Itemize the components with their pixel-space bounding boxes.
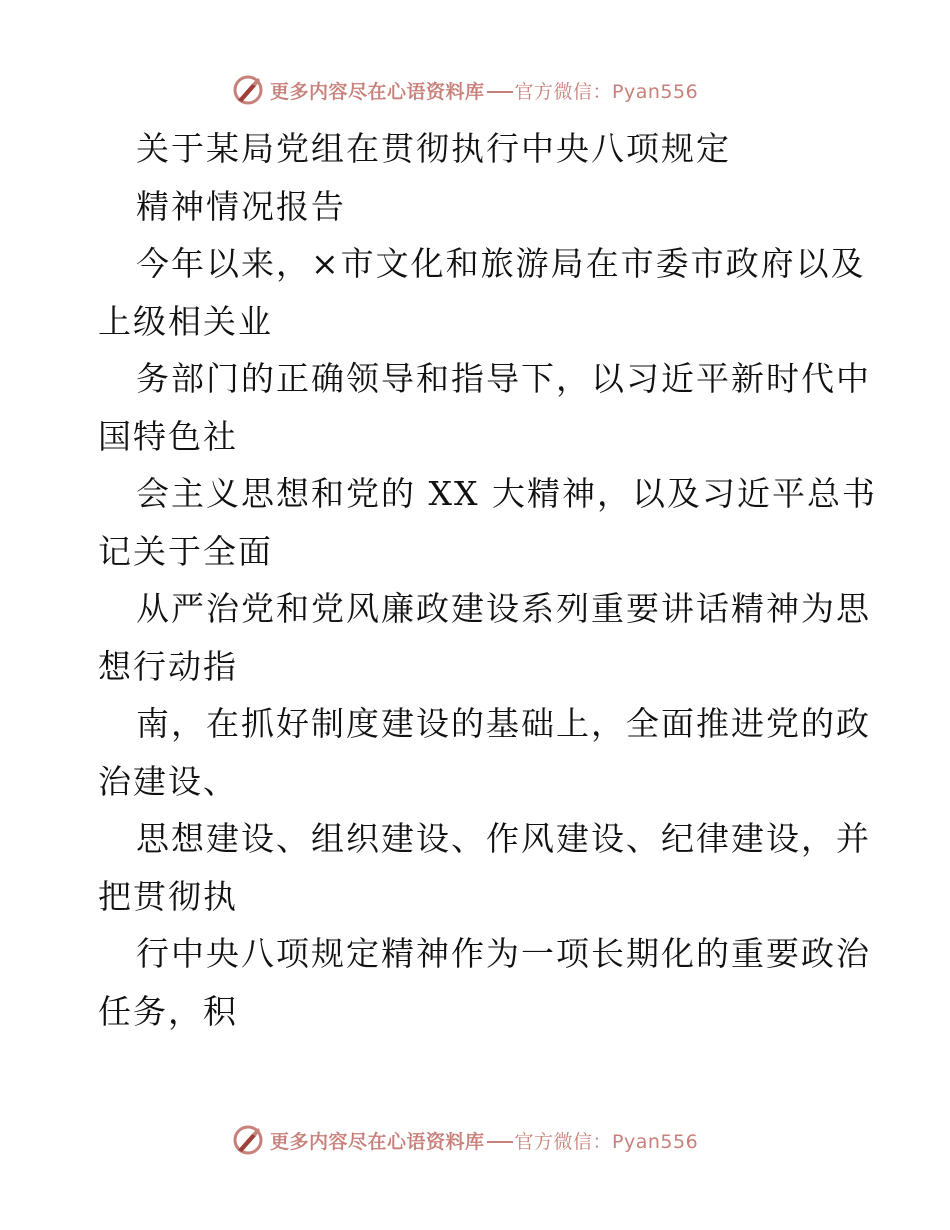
- doc-title-line-2: 精神情况报告: [136, 186, 346, 226]
- pen-swirl-logo-icon: [232, 74, 264, 106]
- header-watermark: [232, 72, 698, 108]
- watermark-text: 更多内容尽在心语资料库 官方微信：Pyan556: [270, 80, 699, 103]
- pen-swirl-logo-icon: [232, 1124, 264, 1156]
- doc-paragraph-line: 思想建设、组织建设、作风建设、纪律建设，并: [136, 819, 871, 858]
- doc-paragraph-line: 治建设、: [98, 761, 238, 801]
- doc-paragraph-line: 上级相关业: [98, 301, 273, 341]
- watermark-text: 更多内容尽在心语资料库 官方微信：Pyan556: [270, 1130, 699, 1153]
- doc-paragraph-line: 务部门的正确领导和指导下，以习近平新时代中: [136, 359, 871, 398]
- doc-paragraph-line: 把贯彻执: [98, 876, 238, 916]
- doc-paragraph-line: 国特色社: [98, 416, 238, 456]
- document-body: [98, 120, 877, 1040]
- doc-paragraph-line: 南，在抓好制度建设的基础上，全面推进党的政: [136, 704, 871, 743]
- doc-title-line-1: 关于某局党组在贯彻执行中央八项规定: [136, 129, 731, 168]
- doc-paragraph-line: 从严治党和党风廉政建设系列重要讲话精神为思: [136, 589, 871, 628]
- doc-paragraph-line: 行中央八项规定精神作为一项长期化的重要政治: [136, 934, 871, 973]
- doc-paragraph-line: 记关于全面: [98, 531, 273, 571]
- footer-watermark: [232, 1122, 698, 1158]
- doc-paragraph-line: 任务，积: [98, 991, 238, 1031]
- doc-paragraph-line: 想行动指: [98, 646, 238, 686]
- doc-paragraph-line: 今年以来，×市文化和旅游局在市委市政府以及: [136, 244, 866, 283]
- doc-paragraph-line: 会主义思想和党的 XX 大精神，以及习近平总书: [136, 474, 877, 513]
